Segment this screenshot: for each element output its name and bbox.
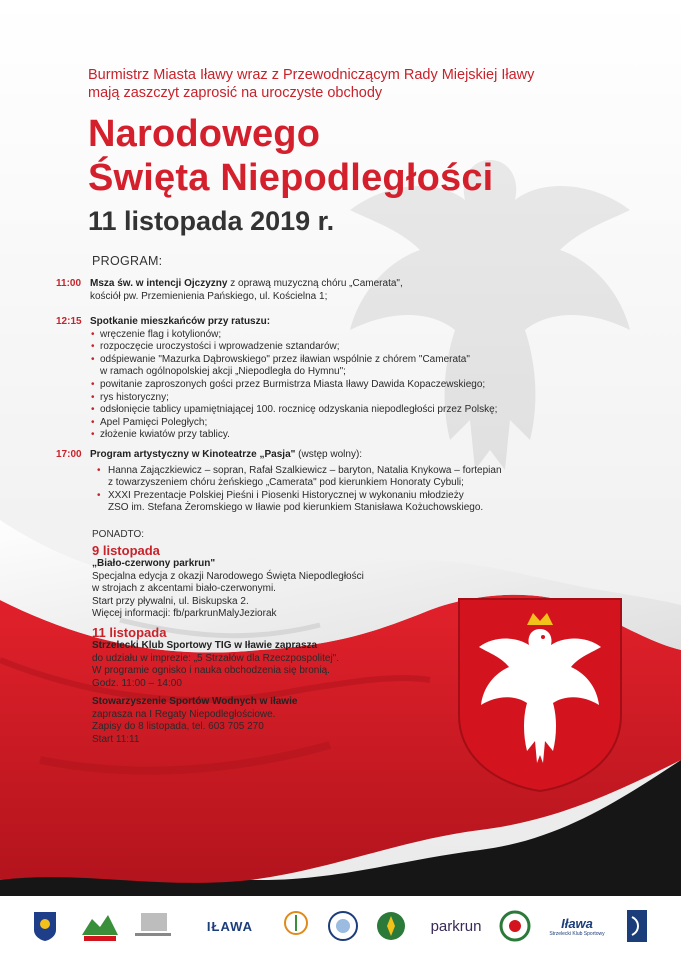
music-school-logo-icon xyxy=(280,906,312,946)
nov11-line4: Godz. 11:00 – 14:00 xyxy=(92,677,182,689)
regatta-line3: Zapisy do 8 listopada, tel. 603 705 270 xyxy=(92,721,264,732)
ponadto-label: PONADTO: xyxy=(92,529,145,540)
intro-line-2: mają zaszczyt zaprosić na uroczyste obchody xyxy=(88,85,383,101)
nov9-line1: Specjalna edycja z okazji Narodowego Święta Niepodległości xyxy=(92,570,364,582)
concert-list xyxy=(90,465,616,515)
program-block-1700 xyxy=(56,449,616,515)
list-item: • Apel Pamięci Poległych; xyxy=(90,417,616,430)
program-block-1215 xyxy=(56,316,616,442)
list-item: • wręczenie flag i kotylionów; xyxy=(90,329,616,342)
intro-line-1: Burmistrz Miasta Iławy wraz z Przewodniczącym Rady Miejskiej Iławy xyxy=(88,67,535,83)
regatta-line2: zaprasza na I Regaty Niepodległościowe. xyxy=(92,708,276,720)
nov9-day: 9 listopada xyxy=(92,543,160,558)
list-item: • rys historyczny; xyxy=(90,392,616,405)
event-date: 11 listopada 2019 r. xyxy=(88,206,335,236)
ilawa-logo-text: IŁAWA xyxy=(206,918,254,934)
poster-header xyxy=(88,66,628,237)
mass-line xyxy=(90,278,616,291)
list-item-text: XXXI Prezentacje Polskiej Pieśni i Piosenki Historycznej w wykonaniu młodzieży xyxy=(108,489,464,501)
list-item xyxy=(90,354,616,379)
list-item-text: odśpiewanie "Mazurka Dąbrowskiego" przez iławian wspólnie z chórem "Camerata" xyxy=(100,353,470,365)
sponsor-footer xyxy=(0,896,681,960)
library-logo-icon xyxy=(326,906,360,946)
concert-title-rest: (wstęp wolny): xyxy=(295,449,363,460)
time-1700: 17:00 xyxy=(56,449,82,460)
water-sports-logo-icon xyxy=(624,906,650,946)
tig-logo-text: Iława xyxy=(561,915,593,931)
osir-logo-icon xyxy=(78,906,122,946)
nov9-line4: Więcej informacji: fb/parkrunMalyJeziorak xyxy=(92,608,277,619)
time-1100: 11:00 xyxy=(56,278,82,289)
meeting-list xyxy=(90,329,616,442)
parkrun-logo xyxy=(420,906,492,946)
mass-title: Msza św. w intencji Ojczyzny xyxy=(90,278,228,289)
nov11-line2 xyxy=(92,653,392,666)
regatta-line1: Stowarzyszenie Sportów Wodnych w Iławie xyxy=(92,696,298,707)
nov9-title: „Biało-czerwony parkrun" xyxy=(92,558,216,569)
tig-logo-sub: Strzelecki Klub Sportowy xyxy=(549,930,605,937)
list-item-cont: ZSO im. Stefana Żeromskiego w Iławie pod kierunkiem Stanisława Kożuchowskiego. xyxy=(108,502,484,514)
nov11-line3: W programie ognisko i nauka obchodzenia się bronią. xyxy=(92,665,330,676)
concert-line xyxy=(90,449,616,462)
list-item-cont: z towarzyszeniem chóru żeńskiego „Camerata" pod kierunkiem Honoraty Cybuli; xyxy=(108,477,464,489)
nov9-line3: Start przy pływalni, ul. Biskupska 2. xyxy=(92,595,249,607)
parkrun-logo-text: parkrun xyxy=(430,917,482,935)
culture-center-logo-icon xyxy=(130,906,176,946)
extra-nov11 xyxy=(92,625,392,746)
concert-title: Program artystyczny w Kinoteatrze „Pasja" xyxy=(90,449,296,460)
nov11-day: 11 listopada xyxy=(92,625,167,640)
meeting-title: Spotkanie mieszkańców przy ratuszu: xyxy=(90,316,271,327)
ilawa-brand-logo xyxy=(190,906,270,946)
program-block-1100 xyxy=(56,278,616,303)
list-item: • powitanie zaproszonych gości przez Burmistrza Miasta Iławy Dawida Kopaczewskiego; xyxy=(90,379,616,392)
list-item xyxy=(96,490,616,515)
extra-nov9 xyxy=(92,543,392,621)
program-label: PROGRAM: xyxy=(92,254,163,268)
list-item: • złożenie kwiatów przy tablicy. xyxy=(90,429,616,442)
list-item: • odsłonięcie tablicy upamiętniającej 100. rocznicę odzyskania niepodległości przez Polskę; xyxy=(90,404,616,417)
title-line-2: Święta Niepodległości xyxy=(88,157,494,199)
regatta-line4: Start 11:11 xyxy=(92,733,140,745)
list-item xyxy=(96,465,616,490)
list-item-text: Hanna Zajączkiewicz – sopran, Rafał Szalkiewicz – baryton, Natalia Knykowa – fortepian xyxy=(108,464,502,476)
list-item-cont: w ramach ogólnopolskiej akcji „Niepodległa do Hymnu"; xyxy=(100,366,346,378)
mass-title-rest: z oprawą muzyczną chóru „Camerata", xyxy=(227,278,403,289)
scouts-logo-icon xyxy=(374,906,408,946)
tig-logo xyxy=(544,906,610,946)
list-item: • rozpoczęcie uroczystości i wprowadzenie sztandarów; xyxy=(90,341,616,354)
city-crest-icon xyxy=(30,906,60,946)
time-1215: 12:15 xyxy=(56,316,82,327)
nov9-line2: w strojach z akcentami biało-czerwonymi. xyxy=(92,583,276,594)
title-line-1: Narodowego xyxy=(88,113,321,155)
nov11-line1: Strzelecki Klub Sportowy TIG w Iławie zaprasza xyxy=(92,640,318,651)
coat-of-arms-icon xyxy=(455,595,625,795)
mass-location: kościół pw. Przemienienia Pańskiego, ul. Kościelna 1; xyxy=(90,290,328,302)
shooting-club-logo-icon xyxy=(498,906,532,946)
nov11-line2-text: do udziału w imprezie: „5 Strzałów dla Rzeczpospolitej". xyxy=(92,652,339,664)
